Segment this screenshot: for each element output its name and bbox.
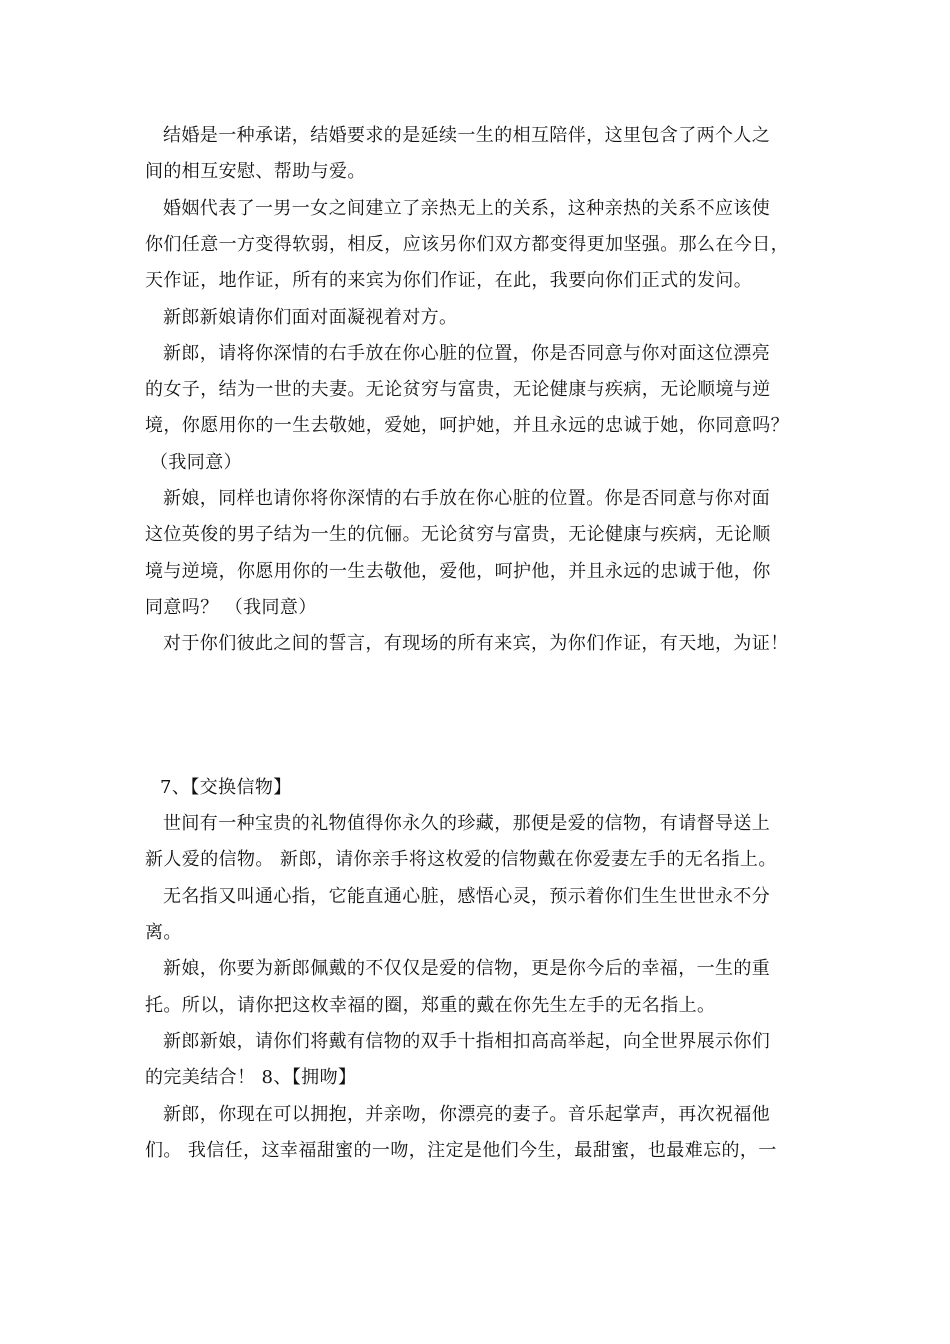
text-line: 新人爱的信物。 新郎，请你亲手将这枚爱的信物戴在你爱妻左手的无名指上。 <box>145 849 777 870</box>
text-line: 婚姻代表了一男一女之间建立了亲热无上的关系，这种亲热的关系不应该使 <box>163 198 771 219</box>
text-line: 新郎，你现在可以拥抱，并亲吻，你漂亮的妻子。音乐起掌声，再次祝福他 <box>163 1104 771 1125</box>
text-line: 结婚是一种承诺，结婚要求的是延续一生的相互陪伴，这里包含了两个人之 <box>163 125 771 146</box>
section-heading: 7、【交换信物】 <box>160 777 292 798</box>
text-line: 世间有一种宝贵的礼物值得你永久的珍藏，那便是爱的信物，有请督导送上 <box>163 813 771 834</box>
text-line: 新娘，同样也请你将你深情的右手放在你心脏的位置。你是否同意与你对面 <box>163 488 771 509</box>
text-line: 无名指又叫通心指，它能直通心脏，感悟心灵，预示着你们生生世世永不分 <box>163 886 771 907</box>
text-line: 托。所以，请你把这枚幸福的圈，郑重的戴在你先生左手的无名指上。 <box>145 995 716 1016</box>
text-line: 间的相互安慰、帮助与爱。 <box>145 161 366 182</box>
text-line: 新郎新娘请你们面对面凝视着对方。 <box>163 307 458 328</box>
text-line: 的完美结合！ 8、【拥吻】 <box>145 1067 357 1088</box>
text-line: 天作证，地作证，所有的来宾为你们作证，在此，我要向你们正式的发问。 <box>145 270 753 291</box>
text-line: 新郎，请将你深情的右手放在你心脏的位置，你是否同意与你对面这位漂亮 <box>163 343 771 364</box>
text-line: 的女子，结为一世的夫妻。无论贫穷与富贵，无论健康与疾病，无论顺境与逆 <box>145 379 771 400</box>
text-line: （我同意） <box>150 452 242 473</box>
text-line: 这位英俊的男子结为一生的伉俪。无论贫穷与富贵，无论健康与疾病，无论顺 <box>145 524 771 545</box>
text-line: 离。 <box>145 922 182 943</box>
text-line: 同意吗？ （我同意） <box>145 597 317 618</box>
text-line: 对于你们彼此之间的誓言，有现场的所有来宾，为你们作证，有天地，为证！ <box>163 633 789 654</box>
text-line: 境，你愿用你的一生去敬她，爱她，呵护她，并且永远的忠诚于她，你同意吗？ <box>145 415 789 436</box>
text-line: 你们任意一方变得软弱，相反，应该另你们双方都变得更加坚强。那么在今日， <box>145 234 789 255</box>
text-line: 新娘，你要为新郎佩戴的不仅仅是爱的信物，更是你今后的幸福，一生的重 <box>163 958 771 979</box>
text-line: 们。 我信任，这幸福甜蜜的一吻，注定是他们今生，最甜蜜，也最难忘的，一 <box>145 1140 777 1161</box>
text-line: 境与逆境，你愿用你的一生去敬他，爱他，呵护他，并且永远的忠诚于他，你 <box>145 561 771 582</box>
text-line: 新郎新娘，请你们将戴有信物的双手十指相扣高高举起，向全世界展示你们 <box>163 1031 771 1052</box>
